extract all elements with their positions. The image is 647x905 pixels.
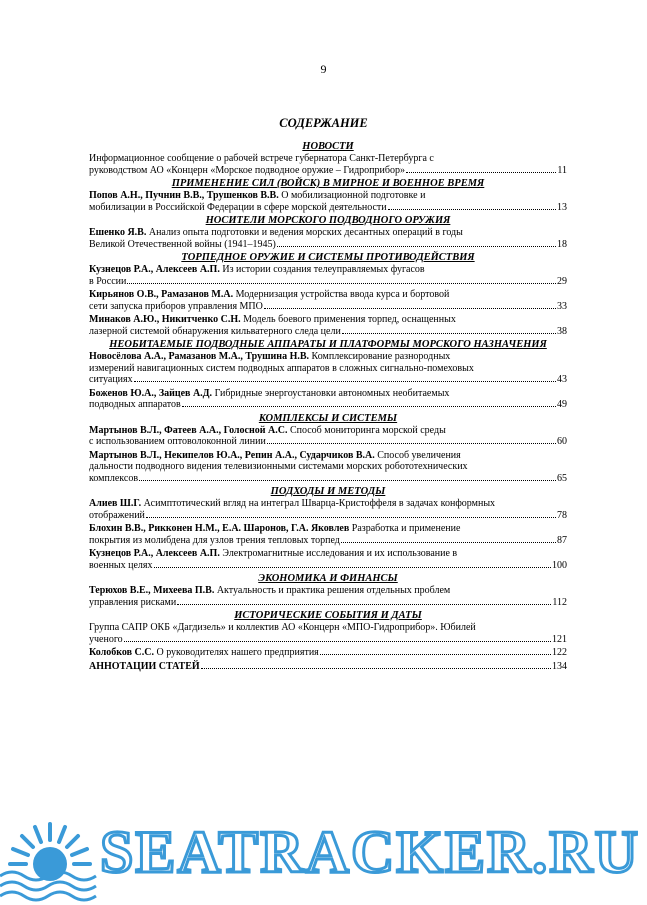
entry-title-part: Электромагнитные исследования и их использование в <box>219 548 458 559</box>
entry-title-end <box>89 399 181 411</box>
entry-authors: Новосёлова А.А., Рамазанов М.А., Трушина Н.В. <box>89 351 310 362</box>
entry-title-end <box>89 436 266 448</box>
entry-title-part: Модель боевого применения торпед, оснащенных <box>240 314 456 325</box>
dot-leader <box>134 381 556 382</box>
toc-entry[interactable] <box>89 425 567 448</box>
entry-page-number: 60 <box>557 436 567 447</box>
entry-first-line <box>89 153 567 165</box>
entry-title-text: подводных аппаратов <box>89 399 181 410</box>
dot-leader <box>388 209 556 210</box>
entry-title-text: сети запуска приборов управления МПО <box>89 300 263 312</box>
entry-last-line <box>89 276 567 288</box>
dot-leader <box>124 641 551 642</box>
dot-leader <box>154 567 551 568</box>
entry-title-text: в России <box>89 275 127 287</box>
entry-authors: Минаков А.Ю., Никитченко С.Н. <box>89 314 241 325</box>
dot-leader <box>320 654 551 655</box>
entry-title-text: военных целях <box>89 559 153 571</box>
entry-authors: Попов А.Н., Пучнин В.В., Трушенков В.В. <box>89 190 279 201</box>
entry-title-text: покрытия из молибдена для узлов трения тепловых торпед <box>89 534 340 546</box>
entry-last-line <box>89 661 567 673</box>
entry-title-part: О мобилизационной подготовке и <box>278 190 426 201</box>
entry-title-text: ученого <box>89 633 123 645</box>
entry-title-text: руководством АО «Концерн «Морское подводное оружие – Гидроприбор» <box>89 164 405 176</box>
entry-authors: Алиев Ш.Г. <box>89 498 142 509</box>
entry-authors: Мартынов В.Л., Фатеев А.А., Голосной А.С. <box>89 424 288 436</box>
entry-first-line <box>89 227 567 239</box>
entry-title-text: комплексов <box>89 472 139 484</box>
entry-page-number: 29 <box>557 275 567 287</box>
section-heading: ТОРПЕДНОЕ ОРУЖИЕ И СИСТЕМЫ ПРОТИВОДЕЙСТВИЯ <box>181 252 475 263</box>
entry-authors: Терюхов В.Е., Михеева П.В. <box>89 585 215 596</box>
dot-leader <box>264 308 556 309</box>
toc-entry-annotations[interactable] <box>89 661 567 673</box>
entry-authors: Кузнецов Р.А., Алексеев А.П. <box>89 548 220 559</box>
entry-page-number: 78 <box>557 509 567 521</box>
entry-last-line <box>89 301 567 313</box>
entry-page-number: 112 <box>552 596 567 608</box>
dot-leader <box>127 283 556 284</box>
dot-leader <box>139 480 556 481</box>
toc-title: СОДЕРЖАНИЕ <box>279 116 368 130</box>
entry-page-number: 13 <box>557 201 567 213</box>
watermark-text: SEATRACKER.RU <box>100 819 640 885</box>
entry-page-number: 121 <box>552 633 567 645</box>
section-heading: КОМПЛЕКСЫ И СИСТЕМЫ <box>258 412 398 424</box>
entry-authors: Кузнецов Р.А., Алексеев А.П. <box>89 264 220 275</box>
section-heading: НОВОСТИ <box>302 141 354 152</box>
entry-page-number: 134 <box>552 660 567 672</box>
dot-leader <box>277 246 556 247</box>
entry-authors: Колобков С.С. <box>89 647 154 658</box>
entry-title-part: Информационное сообщение о рабочей встрече губернатора Санкт-Петербурга с <box>89 153 434 164</box>
entry-page-number: 87 <box>557 534 567 546</box>
entry-title-text: управления рисками <box>89 596 177 608</box>
toc-entry[interactable] <box>89 647 567 659</box>
entry-title-part: Актуальность и практика решения отдельных проблем <box>214 585 451 596</box>
entry-title-end <box>89 202 387 214</box>
entry-title-part: Асимптотический вгляд на интеграл Шварца-Кристоффеля в задачах конформных <box>141 498 496 509</box>
entry-first-line <box>89 314 567 326</box>
entry-authors: Боженов Ю.А., Зайцев А.Д. <box>89 387 213 399</box>
section-heading: ПРИМЕНЕНИЕ СИЛ (ВОЙСК) В МИРНОЕ И ВОЕННОЕ ВРЕМЯ <box>171 178 485 189</box>
entry-last-line <box>89 634 567 646</box>
entry-title-end <box>89 276 126 288</box>
entry-title-text: О руководителях нашего предприятия <box>153 647 319 658</box>
entry-title-part: Модернизация устройства ввода курса и бортовой <box>233 289 450 300</box>
entry-middle-line: дальности подводного видения телевизионными системами морских робототехнических <box>89 461 468 472</box>
entry-title-end <box>89 301 263 313</box>
entry-title-end <box>89 560 153 572</box>
entry-last-line <box>89 326 567 338</box>
dot-leader <box>406 172 556 173</box>
entry-first-line <box>89 548 567 560</box>
entry-title-end <box>89 473 138 485</box>
annotations-label: АННОТАЦИИ СТАТЕЙ <box>89 660 200 672</box>
toc-entry[interactable] <box>89 548 567 571</box>
toc-entry[interactable] <box>89 264 567 287</box>
entry-last-line <box>89 165 567 177</box>
toc-entry[interactable] <box>89 523 567 546</box>
entry-authors: Блохин В.В., Рикконен Н.М., Е.А. Шаронов, Г.А. Яковлев <box>89 523 350 534</box>
entry-page-number: 100 <box>552 559 567 571</box>
toc-entry[interactable] <box>89 388 567 411</box>
entry-title-part: Из истории создания телеуправляемых фугасов <box>219 264 425 275</box>
entry-last-line <box>89 202 567 214</box>
entry-title-text: лазерной системой обнаружения кильватерного следа цели <box>89 325 341 337</box>
entry-authors: Мартынов В.Л., Некипелов Ю.А., Репин А.А., Сударчиков В.А. <box>89 449 375 461</box>
section-heading: НЕОБИТАЕМЫЕ ПОДВОДНЫЕ АППАРАТЫ И ПЛАТФОРМЫ МОРСКОГО НАЗНАЧЕНИЯ <box>109 339 547 350</box>
dot-leader <box>182 406 556 407</box>
entry-first-line <box>89 289 567 301</box>
section-heading: НОСИТЕЛИ МОРСКОГО ПОДВОДНОГО ОРУЖИЯ <box>205 215 451 226</box>
toc-entry[interactable] <box>89 498 567 521</box>
entry-title-part: Группа САПР ОКБ «Дагдизель» и коллектив АО «Концерн «МПО-Гидроприбор». Юбилей <box>89 622 476 633</box>
toc-entry[interactable] <box>89 314 567 337</box>
entry-last-line <box>89 239 567 251</box>
entry-authors: Кирьянов О.В., Рамазанов М.А. <box>89 289 234 300</box>
entry-title-text: ситуациях <box>89 374 133 385</box>
entry-title-part: Разработка и применение <box>349 523 461 534</box>
entry-first-line <box>89 190 567 202</box>
toc-entry[interactable] <box>89 153 567 176</box>
entry-first-line <box>89 450 567 462</box>
entry-title-end <box>89 326 341 338</box>
dot-leader <box>201 668 551 669</box>
entry-first-line <box>89 523 567 535</box>
dot-leader <box>342 333 556 334</box>
entry-first-line <box>89 388 567 400</box>
toc-entry[interactable] <box>89 190 567 213</box>
toc-entry[interactable] <box>89 227 567 250</box>
sun-icon <box>10 824 90 881</box>
entry-title-end <box>89 239 276 251</box>
entry-last-line <box>89 597 567 609</box>
entry-title-end <box>89 165 405 177</box>
toc-entry[interactable] <box>89 622 567 645</box>
entry-title-part: Комплексирование разнородных <box>309 351 451 362</box>
section-heading: ПОДХОДЫ И МЕТОДЫ <box>270 486 386 497</box>
entry-page-number: 38 <box>557 325 567 337</box>
entry-page-number: 11 <box>557 164 567 176</box>
entry-title-part: Способ мониторинга морской среды <box>287 424 446 436</box>
entry-first-line <box>89 351 567 363</box>
entry-title-end <box>89 597 176 609</box>
entry-last-line <box>89 647 567 659</box>
entry-title-text: с использованием оптоволоконной линии <box>89 436 266 447</box>
entry-first-line <box>89 498 567 510</box>
entry-title-part: Гибридные энергоустановки автономных необитаемых <box>212 387 450 399</box>
entry-title-part: Способ увеличения <box>374 449 461 461</box>
toc-entry[interactable] <box>89 450 567 485</box>
entry-last-line <box>89 510 567 522</box>
entry-title-text: отображений <box>89 509 145 521</box>
entry-page-number: 18 <box>557 238 567 250</box>
entry-last-line <box>89 374 567 386</box>
entry-title-end <box>89 634 123 646</box>
dot-leader <box>341 542 556 543</box>
entry-last-line <box>89 399 567 411</box>
entry-last-line <box>89 473 567 485</box>
entry-title-end <box>89 535 340 547</box>
toc-entry[interactable] <box>89 585 567 608</box>
section-heading: ИСТОРИЧЕСКИЕ СОБЫТИЯ И ДАТЫ <box>234 610 422 621</box>
entry-title-text: Великой Отечественной войны (1941–1945) <box>89 238 276 250</box>
toc-entry[interactable] <box>89 351 567 386</box>
entry-page-number: 43 <box>557 374 567 385</box>
entry-first-line <box>89 264 567 276</box>
dot-leader <box>267 443 556 444</box>
entry-first-line <box>89 425 567 437</box>
entry-middle-line: измерений навигационных систем подводных аппаратов в сложных сигнально-помеховых <box>89 362 474 374</box>
page-number: 9 <box>320 62 327 76</box>
entry-title-end <box>89 510 145 522</box>
entry-last-line <box>89 560 567 572</box>
entry-last-line <box>89 535 567 547</box>
section-heading: ЭКОНОМИКА И ФИНАНСЫ <box>258 573 398 584</box>
waves-icon <box>0 872 96 900</box>
entry-page-number: 122 <box>552 647 567 658</box>
entry-title-end <box>89 374 133 386</box>
entry-title-end <box>89 647 319 659</box>
entry-title-text: мобилизации в Российской Федерации в сфере морской деятельности <box>89 201 387 213</box>
entry-page-number: 65 <box>557 472 567 484</box>
dot-leader <box>177 604 551 605</box>
dot-leader <box>146 517 556 518</box>
entry-first-line <box>89 622 567 634</box>
entry-title-part: Анализ опыта подготовки и ведения морских десантных операций в годы <box>146 227 463 238</box>
entry-authors: Ешенко Я.В. <box>89 227 147 238</box>
table-of-contents <box>89 141 567 674</box>
entry-page-number: 33 <box>557 300 567 312</box>
entry-page-number: 49 <box>557 399 567 410</box>
toc-entry[interactable] <box>89 289 567 312</box>
entry-first-line <box>89 585 567 597</box>
entry-last-line <box>89 436 567 448</box>
